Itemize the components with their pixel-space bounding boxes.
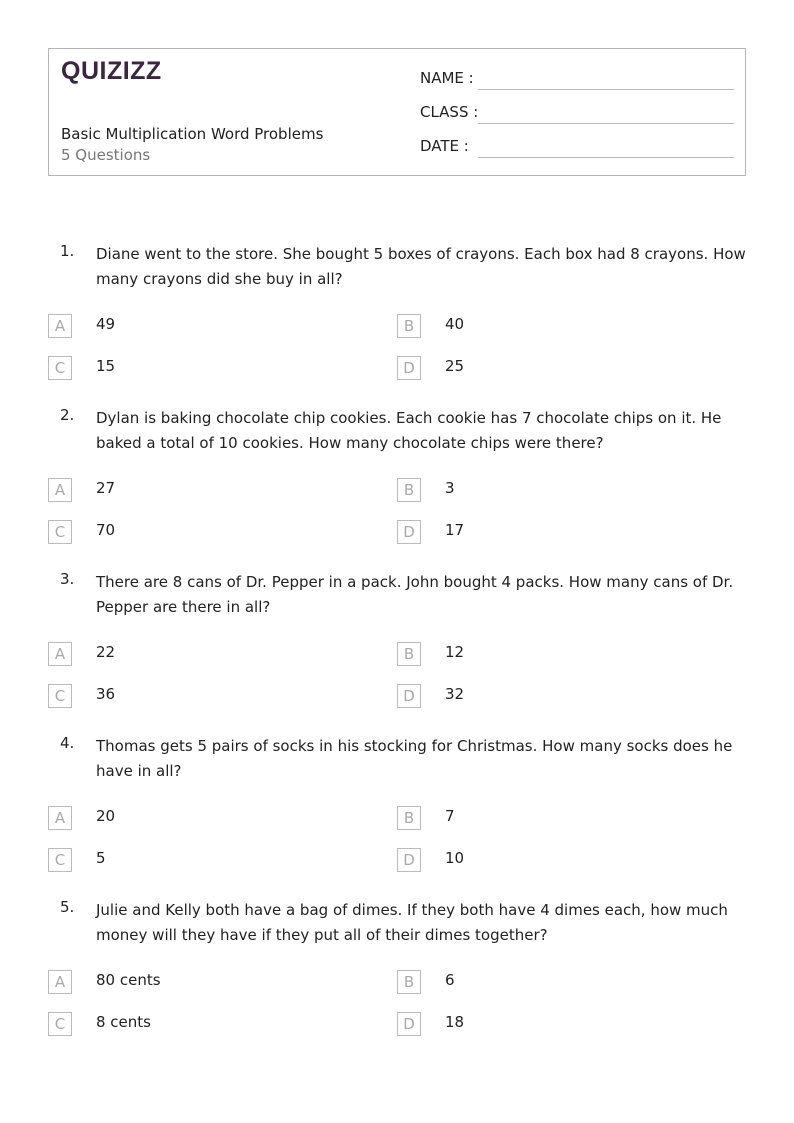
question	[0, 406, 794, 566]
option-text: 25	[445, 357, 465, 375]
option-letter-box[interactable]: D	[397, 356, 421, 380]
option-letter-box[interactable]: D	[397, 684, 421, 708]
quizizz-logo: QUIZIZZ	[61, 57, 162, 85]
option-text: 8 cents	[96, 1013, 151, 1031]
option-text: 22	[96, 643, 116, 661]
option-letter-box[interactable]: C	[48, 356, 72, 380]
option-text: 10	[445, 849, 465, 867]
option-letter-box[interactable]: B	[397, 806, 421, 830]
question	[0, 570, 794, 730]
worksheet-title: Basic Multiplication Word Problems	[61, 125, 324, 143]
date-field[interactable]	[420, 137, 469, 155]
option-text: 3	[445, 479, 455, 497]
class-line	[478, 123, 734, 124]
question-text: Dylan is baking chocolate chip cookies. Each cookie has 7 chocolate chips on it. He baked a total of 10 cookies. How many chocolate chips were there?	[96, 409, 722, 452]
option-letter-box[interactable]: A	[48, 806, 72, 830]
option-letter-box[interactable]: D	[397, 520, 421, 544]
date-label: DATE :	[420, 137, 469, 155]
date-line	[478, 157, 734, 158]
class-field[interactable]	[420, 103, 478, 121]
name-line	[478, 89, 734, 90]
option-text: 5	[96, 849, 106, 867]
option-letter-box[interactable]: D	[397, 848, 421, 872]
option-letter-box[interactable]: B	[397, 970, 421, 994]
option-text: 32	[445, 685, 465, 703]
option-letter-box[interactable]: B	[397, 478, 421, 502]
question-number: 4.	[60, 734, 75, 752]
option-text: 6	[445, 971, 455, 989]
question-number: 3.	[60, 570, 75, 588]
question-text: Julie and Kelly both have a bag of dimes. If they both have 4 dimes each, how much money will they have if they put all of their dimes together?	[96, 901, 728, 944]
name-label: NAME :	[420, 69, 474, 87]
option-letter-box[interactable]: C	[48, 848, 72, 872]
question-number: 5.	[60, 898, 75, 916]
question-number: 2.	[60, 406, 75, 424]
option-text: 70	[96, 521, 116, 539]
question-number: 1.	[60, 242, 75, 260]
option-text: 27	[96, 479, 116, 497]
question	[0, 242, 794, 402]
option-text: 15	[96, 357, 116, 375]
option-text: 20	[96, 807, 116, 825]
question-text: Thomas gets 5 pairs of socks in his stocking for Christmas. How many socks does he have in all?	[96, 737, 733, 780]
option-letter-box[interactable]: A	[48, 970, 72, 994]
option-text: 36	[96, 685, 116, 703]
option-letter-box[interactable]: A	[48, 478, 72, 502]
question	[0, 734, 794, 894]
option-text: 7	[445, 807, 455, 825]
option-text: 40	[445, 315, 465, 333]
option-text: 49	[96, 315, 116, 333]
worksheet-header	[48, 48, 746, 176]
option-letter-box[interactable]: D	[397, 1012, 421, 1036]
option-text: 12	[445, 643, 465, 661]
question-text: Diane went to the store. She bought 5 boxes of crayons. Each box had 8 crayons. How many crayons did she buy in all?	[96, 245, 746, 288]
option-text: 80 cents	[96, 971, 161, 989]
option-letter-box[interactable]: B	[397, 314, 421, 338]
option-letter-box[interactable]: C	[48, 520, 72, 544]
class-label: CLASS :	[420, 103, 479, 121]
question-text: There are 8 cans of Dr. Pepper in a pack. John bought 4 packs. How many cans of Dr. Pepper are there in all?	[96, 573, 734, 616]
option-letter-box[interactable]: B	[397, 642, 421, 666]
option-text: 18	[445, 1013, 465, 1031]
question	[0, 898, 794, 1058]
question-count: 5 Questions	[61, 146, 151, 164]
option-letter-box[interactable]: A	[48, 642, 72, 666]
option-letter-box[interactable]: A	[48, 314, 72, 338]
option-letter-box[interactable]: C	[48, 1012, 72, 1036]
option-text: 17	[445, 521, 465, 539]
name-field[interactable]	[420, 69, 474, 87]
option-letter-box[interactable]: C	[48, 684, 72, 708]
